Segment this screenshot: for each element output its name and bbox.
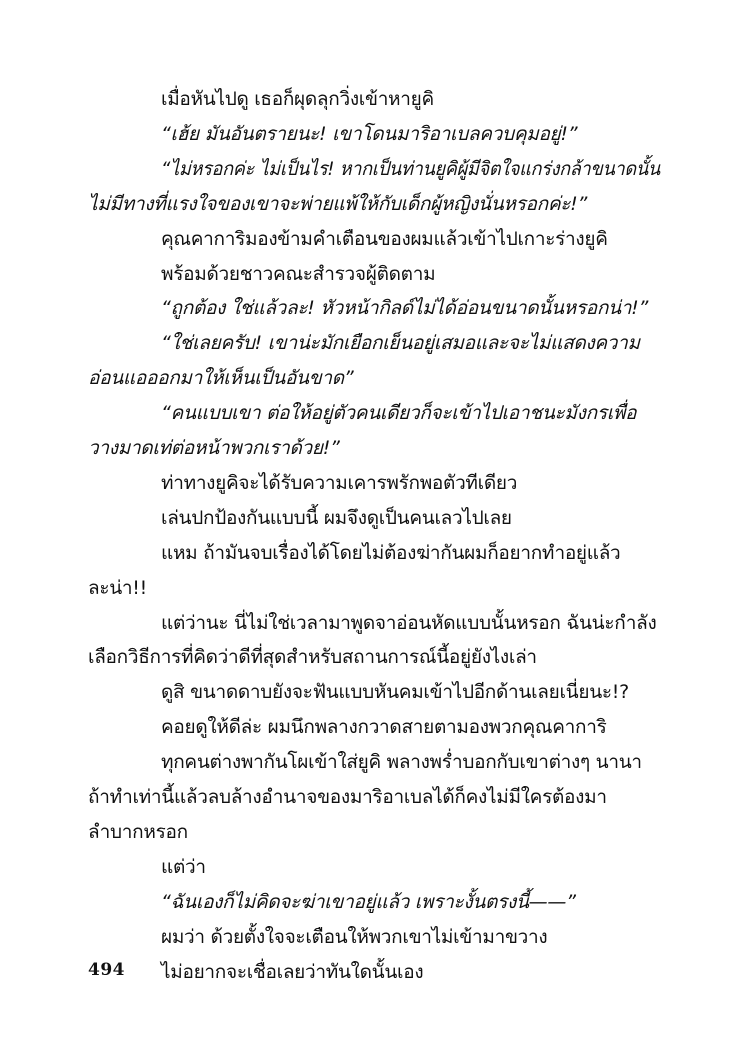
text-line: แต่ว่านะ นี่ไม่ใช่เวลามาพูดจาอ่อนหัดแบบนั้นหรอก ฉันน่ะกำลัง [161, 611, 657, 634]
text-line: ลำบากหรอก [88, 820, 188, 843]
text-line: อ่อนแอออกมาให้เห็นเป็นอันขาด” [88, 367, 354, 390]
text-line: คอยดูให้ดีล่ะ ผมนึกพลางกวาดสายตามองพวกคุณคาการิ [161, 716, 607, 739]
text-line: ไม่อยากจะเชื่อเลยว่าทันใดนั้นเอง [161, 960, 424, 983]
text-line: วางมาดเท่ต่อหน้าพวกเราด้วย!” [88, 437, 340, 459]
text-line: แต่ว่า [161, 855, 206, 878]
text-line: ผมว่า ด้วยตั้งใจจะเตือนให้พวกเขาไม่เข้ามาขวาง [161, 925, 548, 948]
text-line: “ถูกต้อง ใช่แล้วละ! หัวหน้ากิลด์ไม่ได้อ่อนขนาดนั้นหรอกน่า!” [161, 297, 649, 320]
text-line: พร้อมด้วยชาวคณะสำรวจผู้ติดตาม [161, 262, 436, 285]
text-line: เลือกวิธีการที่คิดว่าดีที่สุดสำหรับสถานการณ์นี้อยู่ยังไงเล่า [88, 646, 537, 669]
text-line: เล่นปกป้องกันแบบนี้ ผมจึงดูเป็นคนเลวไปเลย [161, 506, 512, 529]
text-line: “เฮ้ย มันอันตรายนะ! เขาโดนมาริอาเบลควบคุมอยู่!” [161, 122, 578, 145]
text-line: “ไม่หรอกค่ะ ไม่เป็นไร! หากเป็นท่านยูคิผู้มีจิตใจแกร่งกล้าขนาดนั้น [161, 157, 660, 180]
text-line: ละน่า!! [88, 576, 147, 599]
text-line: ท่าทางยูคิจะได้รับความเคารพรักพอตัวทีเดียว [161, 471, 518, 494]
text-line: เมื่อหันไปดู เธอก็ผุดลุกวิ่งเข้าหายูคิ [161, 88, 434, 110]
page-number: 494 [88, 960, 125, 980]
text-line: ทุกคนต่างพากันโผเข้าใส่ยูคิ พลางพร่ำบอกกับเขาต่างๆ นานา [161, 751, 642, 774]
text-line: คุณคาการิมองข้ามคำเตือนของผมแล้วเข้าไปเกาะร่างยูคิ [161, 227, 608, 250]
text-line: “ฉันเองก็ไม่คิดจะฆ่าเขาอยู่แล้ว เพราะงั้นตรงนี้——” [161, 890, 576, 913]
text-line: “คนแบบเขา ต่อให้อยู่ตัวคนเดียวก็จะเข้าไปเอาชนะมังกรเพื่อ [161, 402, 637, 425]
text-line: แหม ถ้ามันจบเรื่องได้โดยไม่ต้องฆ่ากันผมก็อยากทำอยู่แล้ว [161, 541, 621, 564]
text-line: “ใช่เลยครับ! เขาน่ะมักเยือกเย็นอยู่เสมอและจะไม่แสดงความ [161, 332, 640, 355]
text-line: ดูสิ ขนาดดาบยังจะฟันแบบหันคมเข้าไปอีกด้านเลยเนี่ยนะ!? [161, 681, 629, 704]
text-line: ไม่มีทางที่แรงใจของเขาจะพ่ายแพ้ให้กับเด็กผู้หญิงนั่นหรอกค่ะ!” [88, 192, 588, 215]
text-line: ถ้าทำเท่านี้แล้วลบล้างอำนาจของมาริอาเบลได้ก็คงไม่มีใครต้องมา [88, 786, 607, 808]
